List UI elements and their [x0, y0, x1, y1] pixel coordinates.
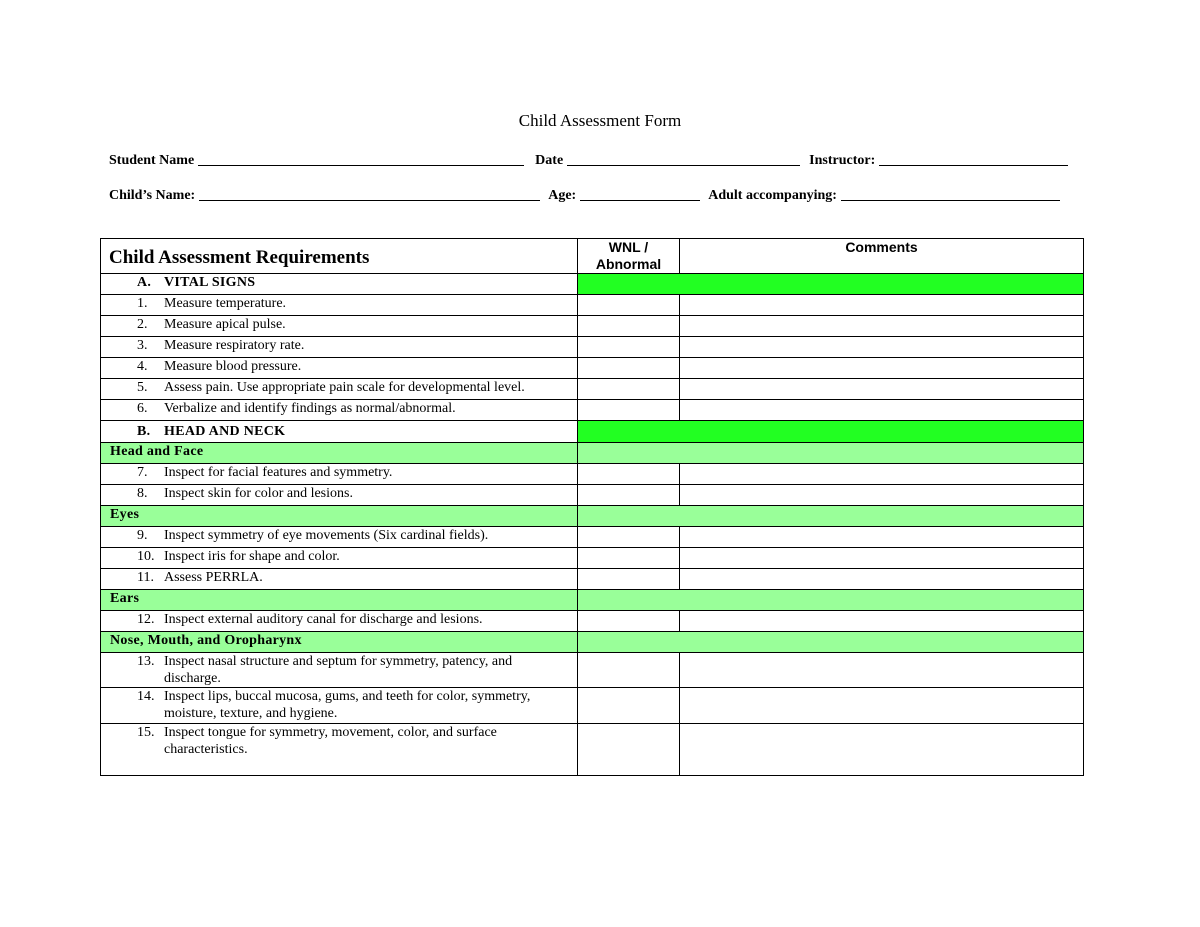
item-8: 8. Inspect skin for color and lesions.	[101, 485, 578, 506]
cell-divider	[679, 611, 680, 631]
student-name-field[interactable]	[198, 150, 524, 166]
table-row	[101, 548, 1084, 569]
student-name-label: Student Name	[109, 153, 195, 168]
table-row	[101, 688, 1084, 724]
item-14: 14. Inspect lips, buccal mucosa, gums, and teeth for color, symmetry, moisture, texture, and hygiene.	[101, 688, 578, 724]
table-row	[101, 569, 1084, 590]
item-10-response-cells[interactable]	[578, 548, 1084, 569]
child-name-label: Child’s Name:	[109, 188, 196, 203]
table-row	[101, 464, 1084, 485]
wnl-header-line1: WNL /	[608, 239, 649, 255]
item-11: 11. Assess PERRLA.	[101, 569, 578, 590]
child-name-field[interactable]	[199, 185, 540, 201]
item-2-comment-cell[interactable]	[680, 316, 1084, 337]
section-row-head-and-neck	[101, 421, 1084, 443]
table-row	[101, 316, 1084, 337]
item-1-comment-cell[interactable]	[680, 295, 1084, 316]
item-7: 7. Inspect for facial features and symmetry.	[101, 464, 578, 485]
item-6-comment-cell[interactable]	[680, 400, 1084, 421]
item-1: 1. Measure temperature.	[101, 295, 578, 316]
item-5-comment-cell[interactable]	[680, 379, 1084, 400]
table-row	[101, 295, 1084, 316]
item-2-wnl-cell[interactable]	[578, 316, 680, 337]
cell-divider	[679, 485, 680, 505]
section-a-label	[101, 274, 578, 295]
table-row	[101, 611, 1084, 632]
item-1-wnl-cell[interactable]	[578, 295, 680, 316]
group-nose-mouth-label: Nose, Mouth, and Oropharynx	[101, 632, 578, 653]
cell-divider	[679, 464, 680, 484]
item-12: 12. Inspect external auditory canal for discharge and lesions.	[101, 611, 578, 632]
table-row	[101, 400, 1084, 421]
info-line-1	[109, 149, 1084, 169]
item-11-response-cells[interactable]	[578, 569, 1084, 590]
cell-divider	[679, 569, 680, 589]
table-row	[101, 379, 1084, 400]
section-a-letter: A.	[137, 275, 152, 290]
group-row-nose-mouth-oropharynx	[101, 632, 1084, 653]
age-label: Age:	[548, 188, 577, 203]
group-ears-label: Ears	[101, 590, 578, 611]
cell-divider	[679, 724, 680, 775]
item-6: 6. Verbalize and identify findings as normal/abnormal.	[101, 400, 578, 421]
wnl-abnormal-header	[578, 239, 680, 274]
group-eyes-fill	[578, 506, 1084, 527]
section-a-title: VITAL SIGNS	[164, 275, 256, 290]
cell-divider	[679, 548, 680, 568]
item-4: 4. Measure blood pressure.	[101, 358, 578, 379]
section-b-title: HEAD AND NECK	[164, 424, 286, 439]
table-row	[101, 724, 1084, 776]
item-4-comment-cell[interactable]	[680, 358, 1084, 379]
adult-accompanying-field[interactable]	[841, 185, 1060, 201]
section-a-fill	[578, 274, 1084, 295]
age-field[interactable]	[580, 185, 700, 201]
table-row	[101, 337, 1084, 358]
group-row-ears	[101, 590, 1084, 611]
item-13: 13. Inspect nasal structure and septum for symmetry, patency, and discharge.	[101, 653, 578, 688]
date-label: Date	[535, 153, 564, 168]
cell-divider	[679, 653, 680, 687]
item-3: 3. Measure respiratory rate.	[101, 337, 578, 358]
section-b-letter: B.	[137, 424, 151, 439]
date-field[interactable]	[567, 150, 800, 166]
item-9-response-cells[interactable]	[578, 527, 1084, 548]
item-5-wnl-cell[interactable]	[578, 379, 680, 400]
item-10: 10. Inspect iris for shape and color.	[101, 548, 578, 569]
item-6-wnl-cell[interactable]	[578, 400, 680, 421]
section-b-label	[101, 421, 578, 443]
group-eyes-label: Eyes	[101, 506, 578, 527]
comments-header: Comments	[680, 239, 1084, 274]
group-row-head-and-face	[101, 443, 1084, 464]
item-2: 2. Measure apical pulse.	[101, 316, 578, 337]
item-14-response-cells[interactable]	[578, 688, 1084, 724]
item-15: 15. Inspect tongue for symmetry, movement, color, and surface characteristics.	[101, 724, 578, 776]
item-4-wnl-cell[interactable]	[578, 358, 680, 379]
item-15-response-cells[interactable]	[578, 724, 1084, 776]
wnl-header-line2: Abnormal	[595, 256, 662, 272]
adult-accompanying-label: Adult accompanying:	[708, 188, 837, 203]
group-row-eyes	[101, 506, 1084, 527]
table-row	[101, 653, 1084, 688]
section-row-vital-signs	[101, 274, 1084, 295]
assessment-table	[100, 238, 1084, 776]
item-5: 5. Assess pain. Use appropriate pain scale for developmental level.	[101, 379, 578, 400]
info-line-2	[109, 184, 1084, 204]
item-3-comment-cell[interactable]	[680, 337, 1084, 358]
group-head-face-fill	[578, 443, 1084, 464]
table-row	[101, 527, 1084, 548]
group-nose-mouth-fill	[578, 632, 1084, 653]
table-row	[101, 358, 1084, 379]
item-9: 9. Inspect symmetry of eye movements (Six cardinal fields).	[101, 527, 578, 548]
cell-divider	[679, 527, 680, 547]
group-head-face-label: Head and Face	[101, 443, 578, 464]
instructor-field[interactable]	[879, 150, 1068, 166]
table-row	[101, 485, 1084, 506]
group-ears-fill	[578, 590, 1084, 611]
instructor-label: Instructor:	[809, 153, 876, 168]
form-title: Child Assessment Form	[518, 111, 682, 130]
item-12-response-cells[interactable]	[578, 611, 1084, 632]
table-header-row	[101, 239, 1084, 274]
cell-divider	[679, 688, 680, 723]
item-8-response-cells[interactable]	[578, 485, 1084, 506]
item-7-response-cells[interactable]	[578, 464, 1084, 485]
section-b-fill	[578, 421, 1084, 443]
item-3-wnl-cell[interactable]	[578, 337, 680, 358]
requirements-header: Child Assessment Requirements	[101, 239, 578, 274]
item-13-response-cells[interactable]	[578, 653, 1084, 688]
